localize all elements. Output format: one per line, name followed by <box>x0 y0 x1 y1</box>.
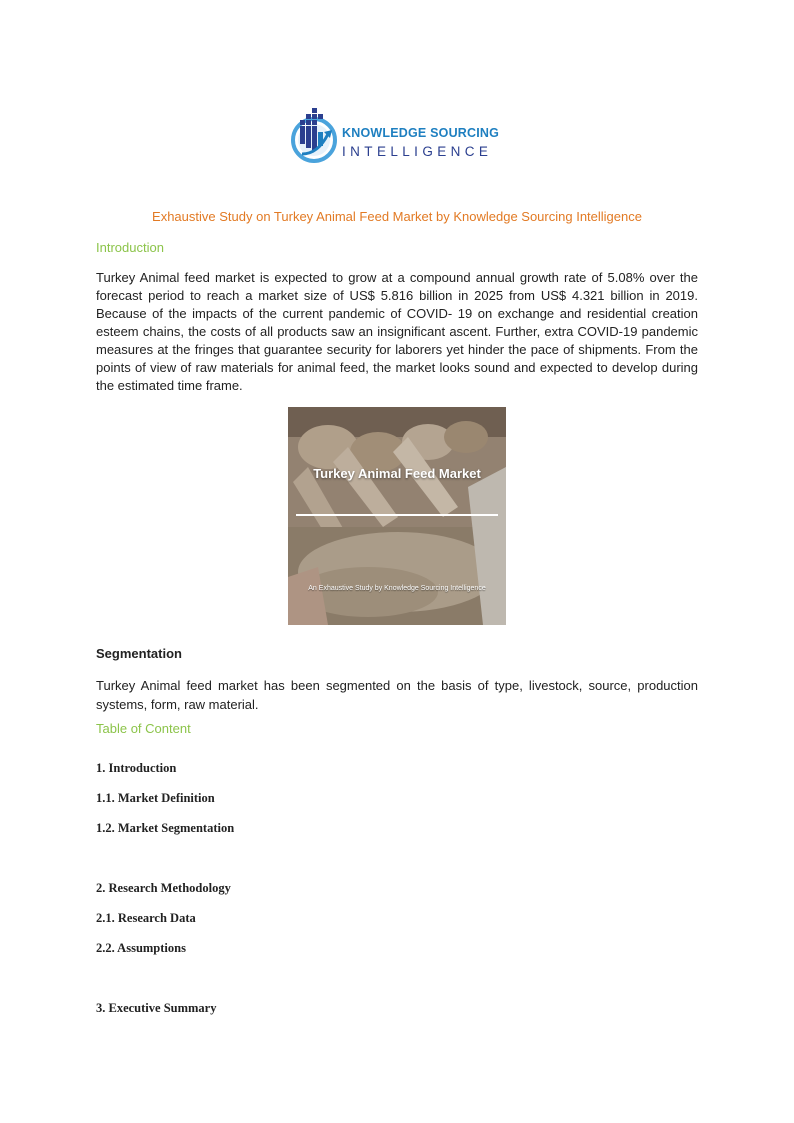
document-title: Exhaustive Study on Turkey Animal Feed Market by Knowledge Sourcing Intelligence <box>152 209 642 224</box>
toc-item: 2. Research Methodology <box>96 881 231 895</box>
hero-subtitle: An Exhaustive Study by Knowledge Sourcing Intelligence <box>308 585 486 592</box>
segmentation-paragraph: Turkey Animal feed market has been segmented on the basis of type, livestock, source, production systems, form, raw material. <box>96 678 698 712</box>
toc-item: 3. Executive Summary <box>96 1001 217 1015</box>
toc-item: 2.1. Research Data <box>96 911 196 925</box>
toc-heading: Table of Content <box>96 721 191 736</box>
segmentation-heading: Segmentation <box>96 646 182 661</box>
logo-text-knowledge-sourcing: KNOWLEDGE SOURCING <box>342 126 500 140</box>
toc-item: 1.2. Market Segmentation <box>96 821 235 835</box>
hero-divider <box>296 514 498 516</box>
logo-text-intelligence: INTELLIGENCE <box>342 144 493 159</box>
introduction-heading: Introduction <box>96 240 164 255</box>
toc-item: 2.2. Assumptions <box>96 941 186 955</box>
cattle-feeding-illustration <box>288 407 506 625</box>
hero-title: Turkey Animal Feed Market <box>313 466 481 481</box>
hero-image <box>288 407 506 625</box>
company-logo <box>290 104 510 166</box>
introduction-paragraph: Turkey Animal feed market is expected to grow at a compound annual growth rate of 5.08% over the forecast period to reach a market size of US$ 5.816 billion in 2025 from US$ 4.321 billion in 2019. Because of the impacts of the current pandemic of COVID- 19 on exchange and residential creation esteem chains, the costs of all products saw an insignificant ascent. Further, extra COVID-19 pandemic measures at the fringes that guarantee security for laborers yet hinder the pace of shipments. From the points of view of raw materials for animal feed, the market looks sound and expected to develop during the estimated time frame. <box>96 270 698 393</box>
toc-item: 1. Introduction <box>96 761 177 775</box>
toc-item: 1.1. Market Definition <box>96 791 215 805</box>
logo-globe-icon <box>290 104 340 166</box>
